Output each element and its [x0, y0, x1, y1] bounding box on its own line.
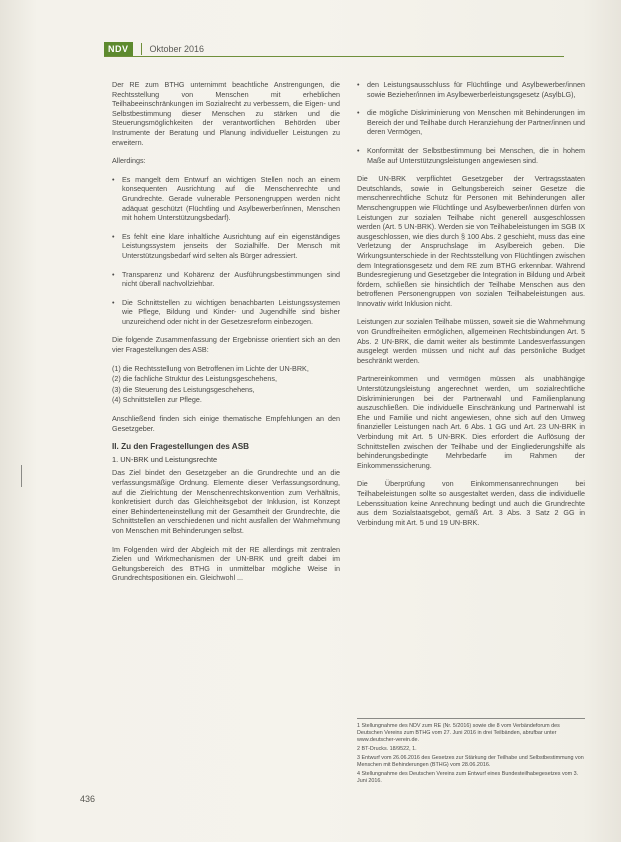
running-header: [104, 41, 204, 57]
intro-paragraph: Der RE zum BTHG unternimmt beachtliche Anstrengungen, die Rechtsstellung von Menschen mit erheblichen Teilhabeeinschränkungen im Sozialrecht zu verbessern, die Eigen- und Selbstbestimmung dieser Menschen zu stärken und die Steuerungsmöglichkeiten der verantwortlichen Behörden über Instrumente der Beratung und Planung individueller Leistungen zu erweitern.: [112, 80, 340, 147]
body-paragraph: Partnereinkommen und vermögen müssen als unabhängige Unterstützungsleistung angerechnet werden, um sozialrechtliche Diskriminierungen bei der Partnerwahl und Familienplanung auszuschließen. Die individuelle Einschränkung und Partnerwahl ist Ehe und Familie und nicht angewiesen, ohne sich auf den Umweg finanzieller Leistungen nach Art. 6 Abs. 1 GG und Art. 23 UN-BRK in Verbindung mit Art. 5 UN-BRK. Dies erfordert die Auflösung der Schnittstellen zwischen der Teilhabe und der Eingliederungshilfe als behinderungsbedingte Mehrbedarfe im Rahmen der Einkommenssicherung.: [357, 374, 585, 470]
recommendations-paragraph: Anschließend finden sich einige thematische Empfehlungen an den Gesetzgeber.: [112, 414, 340, 433]
body-paragraph: Die UN-BRK verpflichtet Gesetzgeber der Vertragsstaaten Deutschlands, sowie in Geltungsbereich seiner Gesetze die menschenrechtliche Schutz für Personen mit Behinderungen aller Menschengruppen wie Flüchtlinge und Asylbewerber/innen dürfen von Leistungen zur sozialen Teilhabe nicht generell ausgeschlossen werden (Art. 5 UN-BRK). Werden sie von Teilhabeleistungen im SGB IX ausgeschlossen, wie dies durch § 100 Abs. 2 geschieht, muss das eine Verletzung der Anspruchslage im Asylbereich geben. Die Wirkungsunterschiede in der Rechtsstellung von Flüchtlingen zwischen dem Integrationsgesetz und dem RE zum BTHG erkennbar. Während Bundesregierung und Gesetzgeber die Integration in Bildung und Arbeit fördern, schließen sie hinsichtlich der Teilhabe Menschen aus den betroffenen Personengruppen von sozialen Teilhabeleistungen aus. Innovativ wirkt Inklusion nicht.: [357, 174, 585, 308]
list-item: • Es mangelt dem Entwurf an wichtigen Stellen noch an einem konsequenten Ausrichtung auf die Menschenrechte und Grundrechte. Gerade vulnerable Personengruppen werden nicht adäquat geschützt (Flüchtling und Asylbewerber/innen, Menschen mit hohem Unterstützungsbedarf).: [112, 175, 340, 223]
journal-logo: NDV: [104, 42, 133, 56]
allerdings-label: Allerdings:: [112, 156, 146, 166]
list-item: • Die Schnittstellen zu wichtigen benachbarten Leistungssystemen wie Pflege, Bildung und Kinder- und Jugendhilfe sind bisher unzureichend oder nicht in der Gesetzesreform einbezogen.: [112, 298, 340, 327]
list-item: • den Leistungsausschluss für Flüchtlinge und Asylbewerber/innen sowie Bezieher/innen im Asylbewerberleistungsgesetz (AsylbLG),: [357, 80, 585, 99]
critique-list: [112, 175, 340, 327]
margin-mark: [21, 465, 22, 487]
question-item: (2) die fachliche Struktur des Leistungsgeschehens,: [112, 374, 278, 384]
section-paragraph: Das Ziel bindet den Gesetzgeber an die Grundrechte und an die verfassungsmäßige Ordnung. Elemente dieser Verfassungsordnung, auf die Zielrichtung der Menschenrechtskonvention zum Verhältnis, konkretisiert durch das Gleichheitsgebot der Inklusion, ist Konzept einer Behinderteneinstellung mit der Gesamtheit der Grundrechte, die Schnittstellen an verschiedenen und nicht ausfallen der Wahrnehmung von Menschen mit Behinderungen selbst.: [112, 468, 340, 535]
question-item: (1) die Rechtsstellung von Betroffenen im Lichte der UN-BRK,: [112, 363, 309, 373]
list-item: • Es fehlt eine klare inhaltliche Ausrichtung auf ein eigenständiges Leistungssystem jenseits der Sozialhilfe. Der Mensch mit Unterstützungsbedarf wird selten als Bürger adressiert.: [112, 232, 340, 261]
issue-date: Oktober 2016: [149, 44, 205, 54]
list-item: • Konformität der Selbstbestimmung bei Menschen, die in hohem Maße auf Unterstützungsleistungen angewiesen sind.: [357, 146, 585, 165]
footnote: 2 BT-Drucks. 18/9522, 1.: [357, 746, 417, 752]
section-heading: II. Zu den Fragestellungen des ASB: [112, 442, 250, 452]
section-paragraph: Im Folgenden wird der Abgleich mit der RE allerdings mit zentralen Zielen und Wirkmechanismen der UN-BRK und greift dabei im Geltungsbereich des BTHG in unmittelbar mögliche Weise in Grundrechtspositionen ein. Gleichwohl ...: [112, 544, 340, 583]
list-item: • Transparenz und Kohärenz der Ausführungsbestimmungen sind nicht überall nachvollziehbar.: [112, 270, 340, 289]
question-item: (3) die Steuerung des Leistungsgeschehens,: [112, 384, 255, 394]
subsection-heading: 1. UN-BRK und Leistungsrechte: [112, 454, 218, 464]
body-paragraph: Leistungen zur sozialen Teilhabe müssen, soweit sie die Wahrnehmung von Grundfreiheiten ermöglichen, allgemeinen Rechtsbindungen Art. 5 Abs. 2 UN-BRK, die damit weiter als bestimmte Landesverfassungen ausgelegt werden müssen und nicht auf das persönliche Budget beschränkt werden.: [357, 317, 585, 365]
header-divider: [141, 43, 142, 55]
question-item: (4) Schnittstellen zur Pflege.: [112, 395, 202, 405]
list-item: • die mögliche Diskriminierung von Menschen mit Behinderungen im Bereich der und Teilhabe durch Heranziehung der Partner/innen und deren Vermögen,: [357, 108, 585, 137]
body-paragraph: Die Überprüfung von Einkommensanrechnungen bei Teilhabeleistungen sollte so ausgestaltet werden, dass die individuelle Lebenssituation keine Anrechnung bedingt und auch die Grundrechte aus dem Sozialstaatsgebot, gemäß Art. 3 Abs. 3 Satz 2 GG in Verbindung mit Art. 5 und 19 UN-BRK.: [357, 479, 585, 527]
right-column: [357, 80, 585, 536]
issues-list: [357, 80, 585, 165]
left-column: [112, 80, 340, 592]
footnote: 3 Entwurf vom 26.06.2016 des Gesetzes zur Stärkung der Teilhabe und Selbstbestimmung von Menschen mit Behinderungen (BTHG) vom 28.06.2016.: [357, 755, 584, 768]
header-rule: [104, 56, 564, 57]
footnote: 1 Stellungnahme des NDV zum RE (Nr. 5/2016) sowie die 8 vom Verbändeforum des Deutschen Vereins zum BTHG vom 27. Juni 2016 in drei Teilbänden, abrufbar unter www.deutscher-verein.de.: [357, 723, 560, 743]
summary-intro: Die folgende Zusammenfassung der Ergebnisse orientiert sich an den vier Fragestellungen des ASB:: [112, 335, 340, 355]
page-number: 436: [80, 794, 96, 804]
question-list: [112, 364, 340, 405]
footnote: 4 Stellungnahme des Deutschen Vereins zum Entwurf eines Bundesteilhabegesetzes vom 3. Juni 2016.: [357, 771, 579, 784]
footnotes: [357, 718, 585, 787]
